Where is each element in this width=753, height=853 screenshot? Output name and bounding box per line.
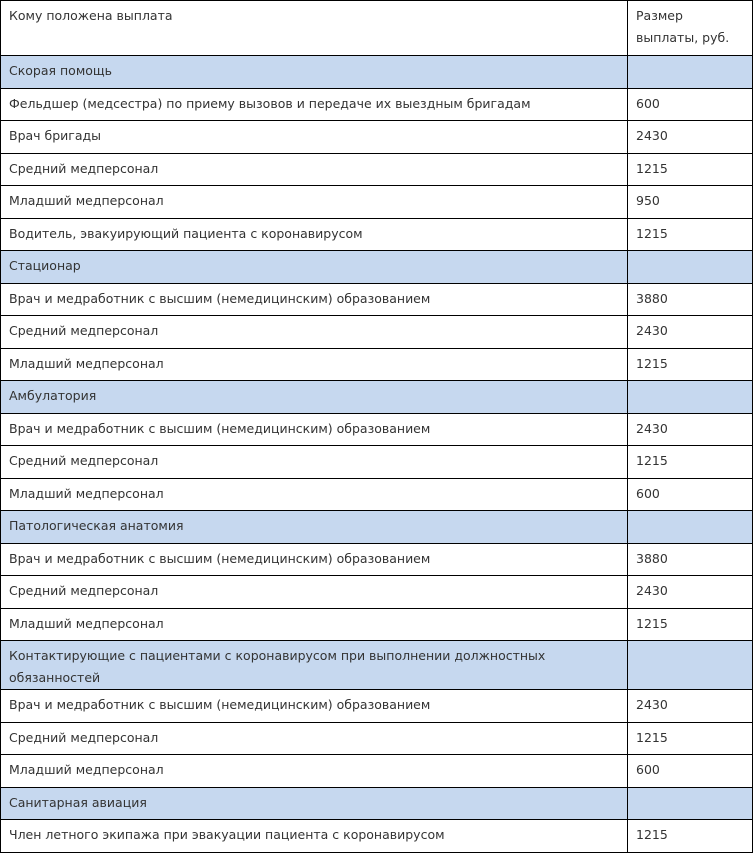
section-title: Скорая помощь [1, 56, 628, 89]
table-row [1, 283, 753, 316]
amount-cell: 3880 [628, 543, 753, 576]
recipient-cell: Средний медперсонал [1, 722, 628, 755]
table-row [1, 755, 753, 788]
amount-cell: 1215 [628, 153, 753, 186]
table-row [1, 88, 753, 121]
section-amount-empty [628, 251, 753, 284]
section-amount-empty [628, 511, 753, 544]
recipient-cell: Младший медперсонал [1, 608, 628, 641]
table-row [1, 690, 753, 723]
table-row [1, 543, 753, 576]
column-header-amount: Размер выплаты, руб. [628, 1, 753, 56]
section-row [1, 381, 753, 414]
section-amount-empty [628, 381, 753, 414]
amount-cell: 950 [628, 186, 753, 219]
table-row [1, 153, 753, 186]
recipient-cell: Средний медперсонал [1, 446, 628, 479]
recipient-cell: Врач и медработник с высшим (немедицинским) образованием [1, 543, 628, 576]
table-row [1, 218, 753, 251]
recipient-cell: Член летного экипажа при эвакуации пациента с коронавирусом [1, 820, 628, 853]
amount-cell: 2430 [628, 576, 753, 609]
amount-cell: 600 [628, 478, 753, 511]
recipient-cell: Младший медперсонал [1, 478, 628, 511]
amount-cell: 1215 [628, 820, 753, 853]
amount-cell: 2430 [628, 690, 753, 723]
section-amount-empty [628, 56, 753, 89]
recipient-cell: Младший медперсонал [1, 348, 628, 381]
section-row [1, 251, 753, 284]
section-row [1, 641, 753, 690]
amount-cell: 3880 [628, 283, 753, 316]
table-header-row [1, 1, 753, 56]
amount-cell: 600 [628, 755, 753, 788]
table-body [1, 56, 753, 853]
section-row [1, 787, 753, 820]
section-row [1, 511, 753, 544]
recipient-cell: Водитель, эвакуирующий пациента с коронавирусом [1, 218, 628, 251]
table-row [1, 348, 753, 381]
table-row [1, 316, 753, 349]
table-row [1, 576, 753, 609]
recipient-cell: Средний медперсонал [1, 316, 628, 349]
section-title: Санитарная авиация [1, 787, 628, 820]
amount-cell: 2430 [628, 316, 753, 349]
table-row [1, 413, 753, 446]
recipient-cell: Младший медперсонал [1, 755, 628, 788]
amount-cell: 1215 [628, 446, 753, 479]
section-title: Контактирующие с пациентами с коронавирусом при выполнении должностных обязанностей [1, 641, 628, 690]
amount-cell: 2430 [628, 413, 753, 446]
table-row [1, 608, 753, 641]
recipient-cell: Врач и медработник с высшим (немедицинским) образованием [1, 690, 628, 723]
section-amount-empty [628, 641, 753, 690]
table-row [1, 722, 753, 755]
section-title: Амбулатория [1, 381, 628, 414]
recipient-cell: Младший медперсонал [1, 186, 628, 219]
amount-cell: 1215 [628, 722, 753, 755]
recipient-cell: Средний медперсонал [1, 576, 628, 609]
table-row [1, 478, 753, 511]
recipient-cell: Фельдшер (медсестра) по приему вызовов и передаче их выездным бригадам [1, 88, 628, 121]
table-row [1, 121, 753, 154]
recipient-cell: Врач и медработник с высшим (немедицинским) образованием [1, 413, 628, 446]
amount-cell: 2430 [628, 121, 753, 154]
section-row [1, 56, 753, 89]
table-row [1, 446, 753, 479]
amount-cell: 1215 [628, 348, 753, 381]
recipient-cell: Средний медперсонал [1, 153, 628, 186]
section-title: Стационар [1, 251, 628, 284]
table-row [1, 186, 753, 219]
section-amount-empty [628, 787, 753, 820]
recipient-cell: Врач и медработник с высшим (немедицинским) образованием [1, 283, 628, 316]
amount-cell: 1215 [628, 608, 753, 641]
amount-cell: 1215 [628, 218, 753, 251]
column-header-who: Кому положена выплата [1, 1, 628, 56]
recipient-cell: Врач бригады [1, 121, 628, 154]
section-title: Патологическая анатомия [1, 511, 628, 544]
amount-cell: 600 [628, 88, 753, 121]
